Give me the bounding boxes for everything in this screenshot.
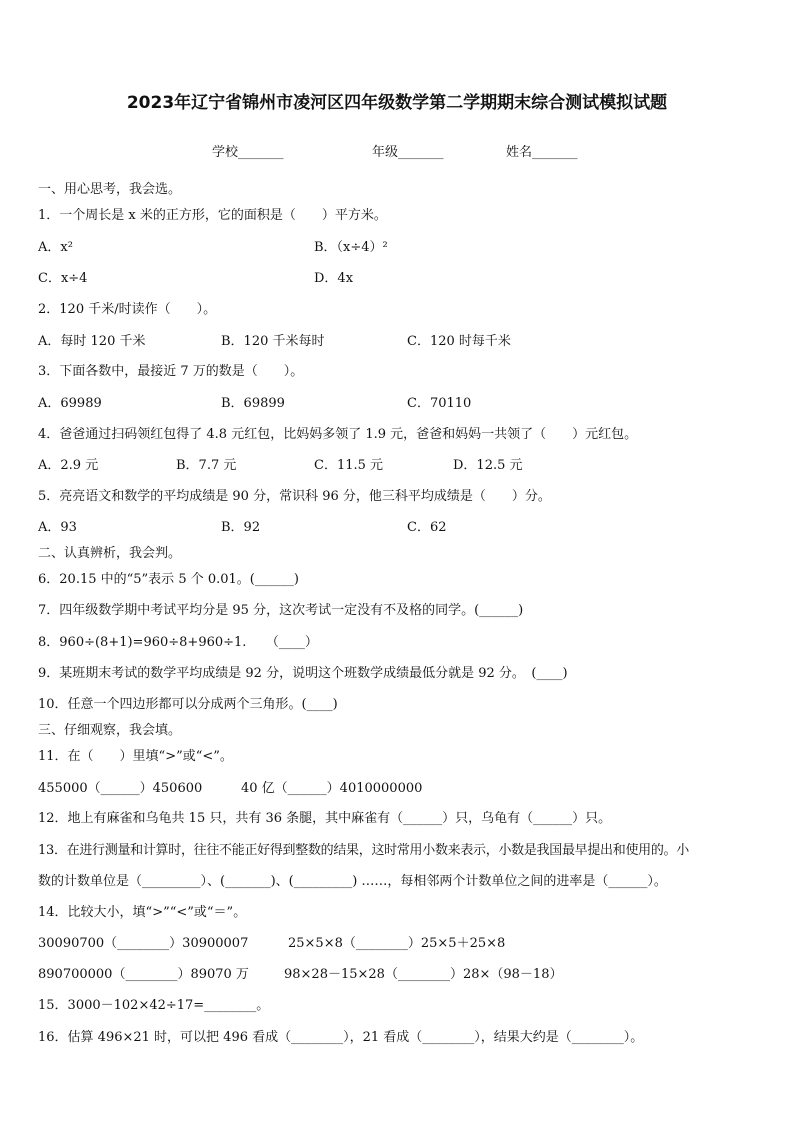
q14-part-2: 25×5×8（________）25×5＋25×8 [288, 936, 506, 951]
question-13-line-2: 数的计数单位是（_________）、(_______)、(_________) ……，每相邻两个计数单位之间的进率是（______）。 [38, 874, 667, 889]
section-heading-2: 二、认真辨析，我会判。 [38, 546, 182, 561]
question-9: 9．某班期末考试的数学平均成绩是 92 分，说明这个班数学成绩最低分就是 92 分。 (____) [38, 666, 568, 681]
q14-part-1: 30090700（________）30900007 [38, 936, 249, 951]
q1-option-d: D．4x [314, 271, 354, 286]
q1-option-c: C．x÷4 [38, 271, 88, 286]
question-5: 5．亮亮语文和数学的平均成绩是 90 分，常识科 96 分，他三科平均成绩是（ ）分。 [38, 489, 551, 504]
q3-option-c: C．70110 [407, 396, 472, 411]
q4-option-a: A．2.9 元 [38, 458, 99, 473]
q1-option-b: B．（x÷4）² [314, 240, 388, 255]
question-15: 15．3000－102×42÷17=________。 [38, 998, 270, 1013]
question-7: 7．四年级数学期中考试平均分是 95 分，这次考试一定没有不及格的同学。(______) [38, 603, 524, 618]
question-11: 11．在（ ）里填“>”或“<”。 [38, 749, 233, 764]
question-13-line-1: 13．在进行测量和计算时，往往不能正好得到整数的结果，这时常用小数来表示，小数是我国最早提出和使用的。小 [38, 843, 689, 858]
q4-option-c: C．11.5 元 [314, 458, 384, 473]
question-14: 14．比较大小，填“>”“<”或“＝”。 [38, 905, 247, 920]
q14-part-4: 98×28－15×28（________）28×（98－18） [284, 967, 563, 982]
q14-part-3: 890700000（________）89070 万 [38, 967, 249, 982]
page-title: 2023年辽宁省锦州市凌河区四年级数学第二学期期末综合测试模拟试题 [126, 93, 668, 113]
q2-option-a: A．每时 120 千米 [38, 334, 146, 349]
question-12: 12．地上有麻雀和乌龟共 15 只，共有 36 条腿，其中麻雀有（______）只，乌龟有（______）只。 [38, 811, 612, 826]
question-8: 8．960÷(8+1)=960÷8+960÷1. （____） [38, 635, 318, 650]
section-heading-1: 一、用心思考，我会选。 [38, 182, 182, 197]
q5-option-c: C．62 [407, 520, 447, 535]
q3-option-b: B．69899 [221, 396, 285, 411]
q5-option-b: B．92 [221, 520, 261, 535]
question-16: 16．估算 496×21 时，可以把 496 看成（________），21 看成（________），结果大约是（________）。 [38, 1030, 644, 1045]
q1-option-a: A．x² [38, 240, 73, 255]
question-4: 4．爸爸通过扫码领红包得了 4.8 元红包，比妈妈多领了 1.9 元，爸爸和妈妈一共领了（ ）元红包。 [38, 427, 638, 442]
grade-field: 年级_______ [372, 145, 444, 160]
question-1: 1．一个周长是 x 米的正方形，它的面积是（ ）平方米。 [38, 208, 387, 223]
q4-option-d: D．12.5 元 [453, 458, 523, 473]
q2-option-c: C．120 时每千米 [407, 334, 511, 349]
q5-option-a: A．93 [38, 520, 77, 535]
question-10: 10．任意一个四边形都可以分成两个三角形。(____) [38, 697, 338, 712]
q4-option-b: B．7.7 元 [176, 458, 237, 473]
section-heading-3: 三、仔细观察，我会填。 [38, 723, 182, 738]
name-field: 姓名_______ [506, 145, 578, 160]
school-field: 学校_______ [212, 145, 284, 160]
q3-option-a: A．69989 [38, 396, 102, 411]
question-6: 6．20.15 中的“5”表示 5 个 0.01。(______) [38, 572, 299, 587]
q2-option-b: B．120 千米每时 [221, 334, 325, 349]
question-2: 2．120 千米/时读作（ ）。 [38, 302, 217, 317]
q11-part-2: 40 亿（______）4010000000 [241, 781, 423, 796]
q11-part-1: 455000（______）450600 [38, 781, 203, 796]
question-3: 3．下面各数中，最接近 7 万的数是（ ）。 [38, 364, 304, 379]
